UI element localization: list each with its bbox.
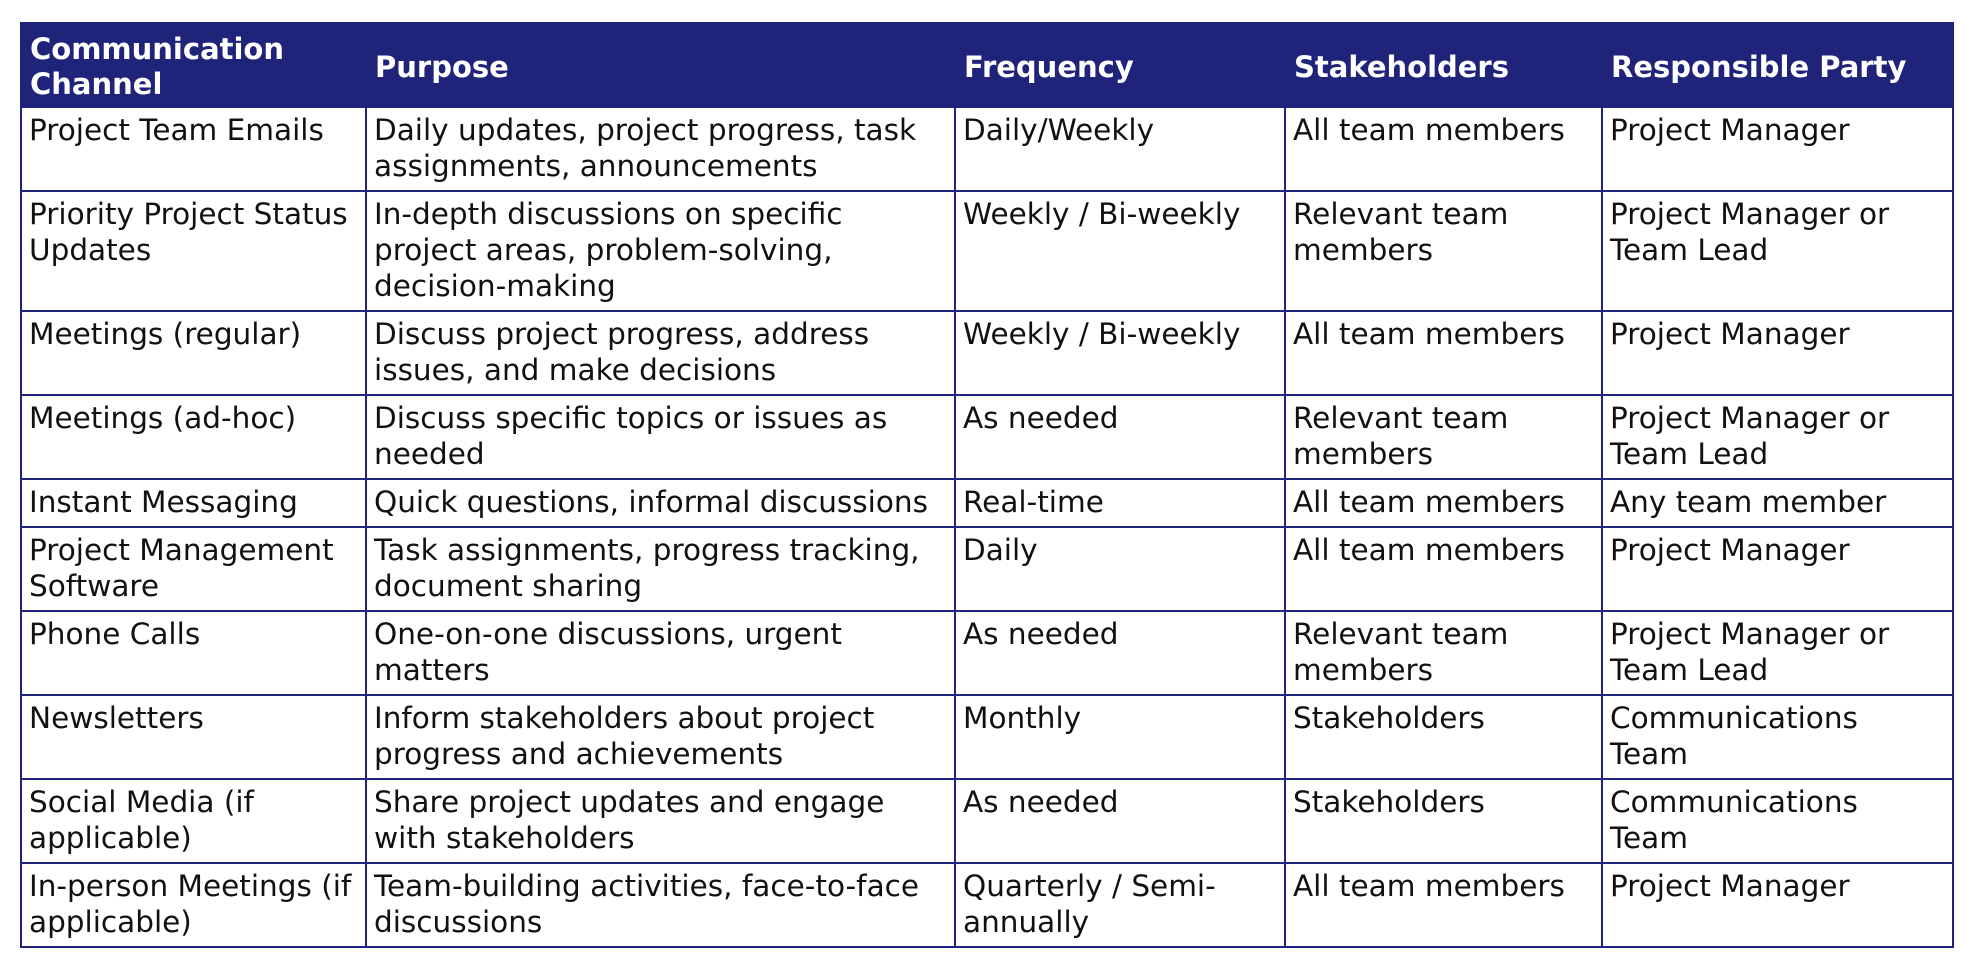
cell-stakeholders: Stakeholders bbox=[1285, 695, 1602, 779]
cell-purpose: Quick questions, informal discussions bbox=[366, 479, 955, 527]
cell-channel: Social Media (if applicable) bbox=[21, 779, 366, 863]
cell-frequency: Real-time bbox=[955, 479, 1285, 527]
table-row bbox=[21, 311, 1953, 395]
cell-frequency: Quarterly / Semi-annually bbox=[955, 863, 1285, 947]
table-row bbox=[21, 527, 1953, 611]
cell-purpose: One-on-one discussions, urgent matters bbox=[366, 611, 955, 695]
cell-purpose: Daily updates, project progress, task assignments, announcements bbox=[366, 107, 955, 191]
cell-stakeholders: Relevant team members bbox=[1285, 611, 1602, 695]
table-row bbox=[21, 395, 1953, 479]
cell-frequency: Weekly / Bi-weekly bbox=[955, 311, 1285, 395]
cell-responsible-party: Project Manager bbox=[1602, 863, 1953, 947]
cell-stakeholders: Relevant team members bbox=[1285, 395, 1602, 479]
cell-frequency: As needed bbox=[955, 611, 1285, 695]
cell-stakeholders: All team members bbox=[1285, 311, 1602, 395]
cell-channel: Instant Messaging bbox=[21, 479, 366, 527]
cell-stakeholders: All team members bbox=[1285, 863, 1602, 947]
cell-channel: Meetings (ad-hoc) bbox=[21, 395, 366, 479]
cell-stakeholders: Relevant team members bbox=[1285, 191, 1602, 311]
header-stakeholders: Stakeholders bbox=[1285, 23, 1602, 107]
table-row bbox=[21, 779, 1953, 863]
cell-stakeholders: Stakeholders bbox=[1285, 779, 1602, 863]
cell-frequency: As needed bbox=[955, 779, 1285, 863]
cell-channel: Phone Calls bbox=[21, 611, 366, 695]
cell-frequency: Daily bbox=[955, 527, 1285, 611]
cell-channel: Meetings (regular) bbox=[21, 311, 366, 395]
cell-responsible-party: Project Manager or Team Lead bbox=[1602, 395, 1953, 479]
cell-channel: Newsletters bbox=[21, 695, 366, 779]
header-row bbox=[21, 23, 1953, 107]
cell-stakeholders: All team members bbox=[1285, 107, 1602, 191]
cell-frequency: Monthly bbox=[955, 695, 1285, 779]
cell-purpose: Inform stakeholders about project progress and achievements bbox=[366, 695, 955, 779]
cell-purpose: Discuss specific topics or issues as needed bbox=[366, 395, 955, 479]
cell-frequency: Daily/Weekly bbox=[955, 107, 1285, 191]
cell-purpose: In-depth discussions on specific project areas, problem-solving, decision-making bbox=[366, 191, 955, 311]
table-row bbox=[21, 191, 1953, 311]
cell-responsible-party: Any team member bbox=[1602, 479, 1953, 527]
table-row bbox=[21, 695, 1953, 779]
table-row bbox=[21, 863, 1953, 947]
cell-responsible-party: Project Manager bbox=[1602, 527, 1953, 611]
cell-responsible-party: Project Manager bbox=[1602, 311, 1953, 395]
cell-purpose: Team-building activities, face-to-face discussions bbox=[366, 863, 955, 947]
cell-purpose: Task assignments, progress tracking, document sharing bbox=[366, 527, 955, 611]
cell-responsible-party: Communications Team bbox=[1602, 695, 1953, 779]
cell-purpose: Share project updates and engage with stakeholders bbox=[366, 779, 955, 863]
table-row bbox=[21, 611, 1953, 695]
communication-plan-table bbox=[20, 22, 1954, 948]
cell-channel: Project Team Emails bbox=[21, 107, 366, 191]
header-communication-channel: Communication Channel bbox=[21, 23, 366, 107]
table-row bbox=[21, 479, 1953, 527]
cell-responsible-party: Project Manager bbox=[1602, 107, 1953, 191]
cell-frequency: As needed bbox=[955, 395, 1285, 479]
header-frequency: Frequency bbox=[955, 23, 1285, 107]
cell-channel: Project Management Software bbox=[21, 527, 366, 611]
cell-purpose: Discuss project progress, address issues, and make decisions bbox=[366, 311, 955, 395]
table-row bbox=[21, 107, 1953, 191]
cell-responsible-party: Communications Team bbox=[1602, 779, 1953, 863]
header-responsible-party: Responsible Party bbox=[1602, 23, 1953, 107]
cell-stakeholders: All team members bbox=[1285, 527, 1602, 611]
cell-frequency: Weekly / Bi-weekly bbox=[955, 191, 1285, 311]
header-purpose: Purpose bbox=[366, 23, 955, 107]
cell-responsible-party: Project Manager or Team Lead bbox=[1602, 191, 1953, 311]
cell-responsible-party: Project Manager or Team Lead bbox=[1602, 611, 1953, 695]
cell-channel: Priority Project Status Updates bbox=[21, 191, 366, 311]
cell-channel: In-person Meetings (if applicable) bbox=[21, 863, 366, 947]
cell-stakeholders: All team members bbox=[1285, 479, 1602, 527]
